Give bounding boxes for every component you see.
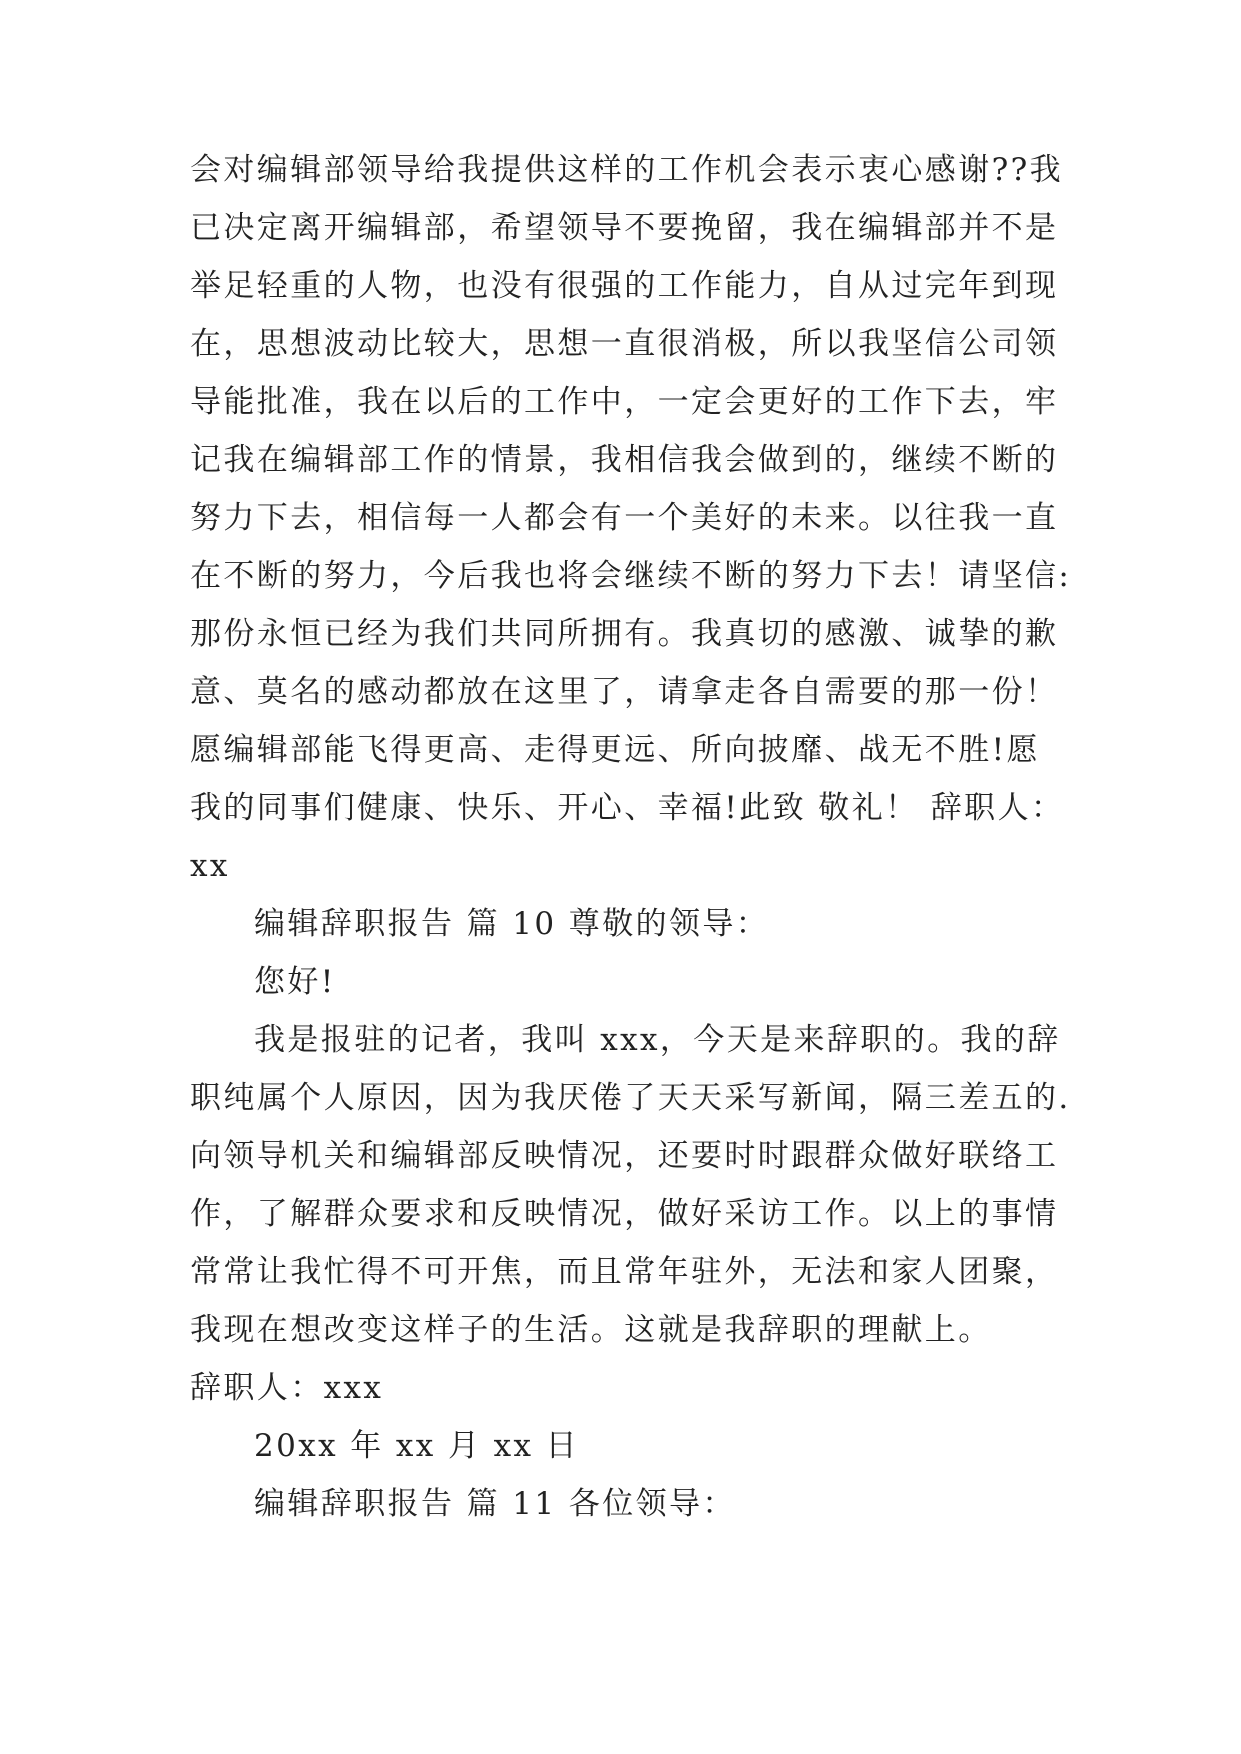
body-text-line: 举足轻重的人物，也没有很强的工作能力，自从过完年到现 [190,268,1059,304]
body-text-line: 我是报驻的记者，我叫 xxx，今天是来辞职的。我的辞 [254,1022,1061,1058]
body-text-line: 我现在想改变这样子的生活。这就是我辞职的理献上。 [190,1312,992,1348]
body-text-line: 记我在编辑部工作的情景，我相信我会做到的，继续不断的 [190,442,1059,478]
section-heading: 编辑辞职报告 篇 10 尊敬的领导： [254,906,770,942]
signature-name: xx [190,848,230,884]
body-text-line: 努力下去，相信每一人都会有一个美好的未来。以往我一直 [190,500,1059,536]
body-text-line: 职纯属个人原因，因为我厌倦了天天采写新闻，隔三差五的. [190,1080,1071,1116]
body-text-line: 那份永恒已经为我们共同所拥有。我真切的感激、诚挚的歉 [190,616,1059,652]
body-text-line: 常常让我忙得不可开焦，而且常年驻外，无法和家人团聚， [190,1254,1059,1290]
body-text-line: 会对编辑部领导给我提供这样的工作机会表示衷心感谢??我 [190,152,1064,188]
greeting: 您好! [254,964,336,1000]
date-line: 20xx 年 xx 月 xx 日 [254,1428,580,1464]
body-text-line: 在，思想波动比较大，思想一直很消极，所以我坚信公司领 [190,326,1059,362]
body-text-line: 作，了解群众要求和反映情况，做好采访工作。以上的事情 [190,1196,1059,1232]
body-text-line: 向领导机关和编辑部反映情况，还要时时跟群众做好联络工 [190,1138,1059,1174]
body-text-line: 已决定离开编辑部，希望领导不要挽留，我在编辑部并不是 [190,210,1059,246]
section-heading: 编辑辞职报告 篇 11 各位领导： [254,1486,736,1522]
body-text-line: 愿编辑部能飞得更高、走得更远、所向披靡、战无不胜!愿 [190,732,1040,768]
body-text-line: 意、莫名的感动都放在这里了，请拿走各自需要的那一份！ [190,674,1059,710]
body-text-line: 我的同事们健康、快乐、开心、幸福!此致 敬礼！ 辞职人： [190,790,1065,826]
signature-line: 辞职人：xxx [190,1370,384,1406]
body-text-line: 在不断的努力，今后我也将会继续不断的努力下去！请坚信: [190,558,1072,594]
body-text-line: 导能批准，我在以后的工作中，一定会更好的工作下去，牢 [190,384,1059,420]
